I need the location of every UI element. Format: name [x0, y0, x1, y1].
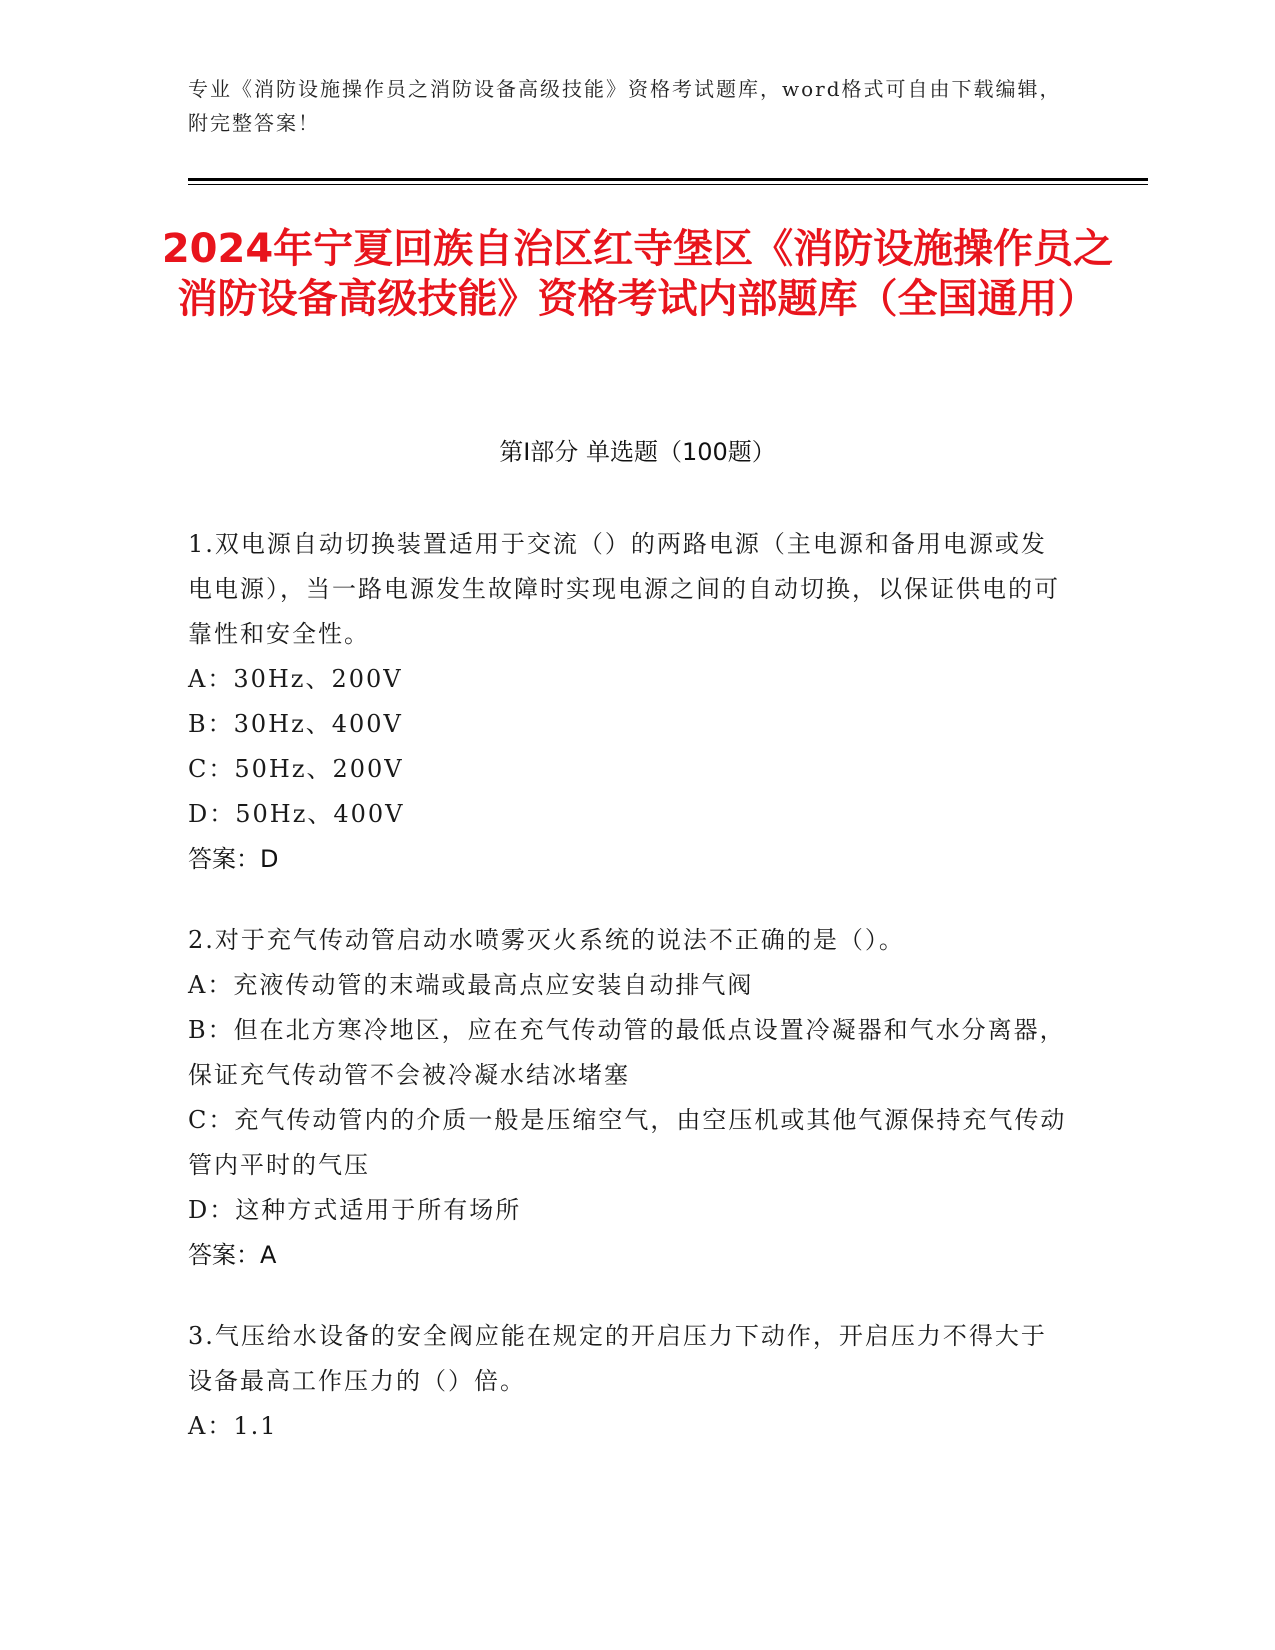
- option-a: A：1.1: [188, 1412, 278, 1440]
- question-3: [188, 1314, 1068, 1449]
- answer: 答案：A: [188, 1241, 277, 1269]
- question-stem: 2.对于充气传动管启动水喷雾灭火系统的说法不正确的是（）。: [188, 926, 905, 954]
- header-rule-thick: [188, 178, 1148, 181]
- option-c: C：充气传动管内的介质一般是压缩空气，由空压机或其他气源保持充气传动管内平时的气压: [188, 1106, 1067, 1179]
- option-c: C：50Hz、200V: [188, 755, 404, 783]
- option-b: B：30Hz、400V: [188, 710, 403, 738]
- question-1: [188, 522, 1068, 882]
- option-a: A：30Hz、200V: [188, 665, 403, 693]
- header-note: 专业《消防设施操作员之消防设备高级技能》资格考试题库，word格式可自由下载编辑，附完整答案！: [188, 77, 1062, 135]
- option-d: D：这种方式适用于所有场所: [188, 1196, 522, 1224]
- option-d: D：50Hz、400V: [188, 800, 405, 828]
- question-list: [188, 522, 1068, 1485]
- question-stem: 3.气压给水设备的安全阀应能在规定的开启压力下动作，开启压力不得大于设备最高工作压力的（）倍。: [188, 1322, 1047, 1395]
- option-a: A：充液传动管的末端或最高点应安装自动排气阀: [188, 971, 754, 999]
- document-title: 2024年宁夏回族自治区红寺堡区《消防设施操作员之消防设备高级技能》资格考试内部题库（全国通用）: [161, 226, 1114, 322]
- option-b: B：但在北方寒冷地区，应在充气传动管的最低点设置冷凝器和气水分离器，保证充气传动管不会被冷凝水结冰堵塞: [188, 1016, 1066, 1089]
- section-heading: 第Ⅰ部分 单选题（100题）: [499, 438, 776, 466]
- answer: 答案：D: [188, 845, 279, 873]
- header-rule-thin: [188, 184, 1148, 185]
- question-stem: 1.双电源自动切换装置适用于交流（）的两路电源（主电源和备用电源或发电电源），当一路电源发生故障时实现电源之间的自动切换，以保证供电的可靠性和安全性。: [188, 530, 1060, 648]
- question-2: [188, 918, 1068, 1278]
